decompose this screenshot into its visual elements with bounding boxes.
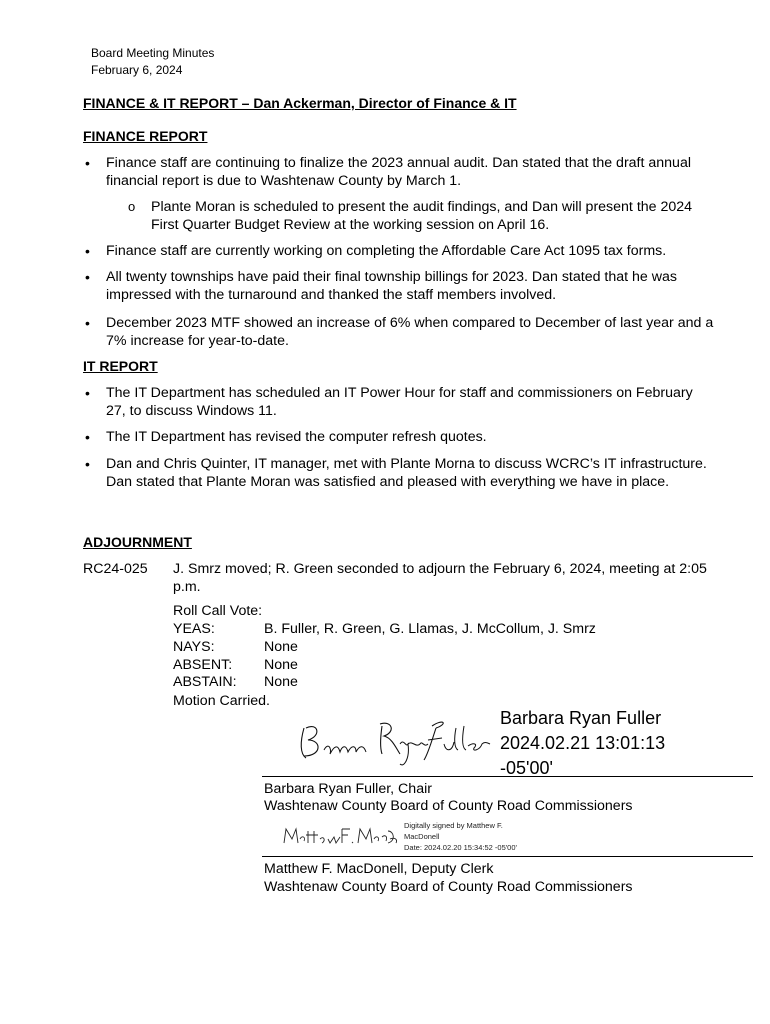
it-report-heading: IT REPORT xyxy=(83,358,158,374)
finance-report-heading: FINANCE REPORT xyxy=(83,128,208,144)
bullet-icon: • xyxy=(85,385,90,401)
handwritten-signature-clerk xyxy=(280,823,400,849)
motion-result: Motion Carried. xyxy=(173,693,270,709)
sub-list-item: Plante Moran is scheduled to present the audit findings, and Dan will present the 2024 First Quarter Budget Review at the working session on April 16. xyxy=(151,199,693,233)
digital-signature-name: Barbara Ryan Fuller xyxy=(500,708,662,728)
list-item: Finance staff are continuing to finalize the 2023 annual audit. Dan stated that the draft annual financial report is due to Washtenaw County by March 1. xyxy=(106,155,691,189)
vote-label: NAYS: xyxy=(173,639,215,655)
bullet-icon: • xyxy=(85,243,90,259)
vote-label: ABSTAIN: xyxy=(173,674,237,690)
vote-value: B. Fuller, R. Green, G. Llamas, J. McCollum, J. Smrz xyxy=(264,621,596,637)
vote-value: None xyxy=(264,674,298,690)
section-title: FINANCE & IT REPORT – Dan Ackerman, Director of Finance & IT xyxy=(83,95,517,111)
digital-signature-line: MacDonell xyxy=(404,832,440,841)
bullet-icon: • xyxy=(85,429,90,445)
motion-text: J. Smrz moved; R. Green seconded to adjourn the February 6, 2024, meeting at 2:05 p.m. xyxy=(173,561,707,595)
list-item: Dan and Chris Quinter, IT manager, met with Plante Morna to discuss WCRC’s IT infrastructure. Dan stated that Plante Moran was satisfied and pleased with everything we have in place. xyxy=(106,456,707,490)
resolution-number: RC24-025 xyxy=(83,561,148,577)
bullet-icon: • xyxy=(85,155,90,171)
bullet-icon: • xyxy=(85,269,90,285)
digital-signature-line: Date: 2024.02.20 15:34:52 -05'00' xyxy=(404,843,517,852)
bullet-icon: • xyxy=(85,456,90,472)
list-item: The IT Department has scheduled an IT Power Hour for staff and commissioners on February 27, to discuss Windows 11. xyxy=(106,385,693,419)
document-header-date: February 6, 2024 xyxy=(91,63,183,77)
vote-label: YEAS: xyxy=(173,621,215,637)
list-item: Finance staff are currently working on completing the Affordable Care Act 1095 tax forms. xyxy=(106,243,667,259)
digital-signature-date: 2024.02.21 13:01:13 xyxy=(500,733,666,753)
adjournment-heading: ADJOURNMENT xyxy=(83,534,192,550)
vote-label: ABSENT: xyxy=(173,657,233,673)
list-item: All twenty townships have paid their final township billings for 2023. Dan stated that he was impressed with the turnaround and thanked the staff members involved. xyxy=(106,269,677,303)
digital-signature-offset: -05'00' xyxy=(500,758,553,778)
document-header-title: Board Meeting Minutes xyxy=(91,46,215,60)
signer-organization: Washtenaw County Board of County Road Commissioners xyxy=(264,798,633,814)
signature-line xyxy=(262,776,753,777)
signature-line xyxy=(262,856,753,857)
vote-value: None xyxy=(264,639,298,655)
handwritten-signature-chair xyxy=(296,714,496,770)
signer-organization: Washtenaw County Board of County Road Commissioners xyxy=(264,879,633,895)
signer-name-title: Barbara Ryan Fuller, Chair xyxy=(264,781,432,797)
digital-signature-line: Digitally signed by Matthew F. xyxy=(404,821,503,830)
signer-name-title: Matthew F. MacDonell, Deputy Clerk xyxy=(264,861,494,877)
circle-bullet-icon: o xyxy=(128,199,136,214)
vote-value: None xyxy=(264,657,298,673)
list-item: December 2023 MTF showed an increase of 6% when compared to December of last year and a 7% increase for year-to-date. xyxy=(106,315,714,349)
bullet-icon: • xyxy=(85,315,90,331)
list-item: The IT Department has revised the computer refresh quotes. xyxy=(106,429,487,445)
roll-call-label: Roll Call Vote: xyxy=(173,603,263,619)
